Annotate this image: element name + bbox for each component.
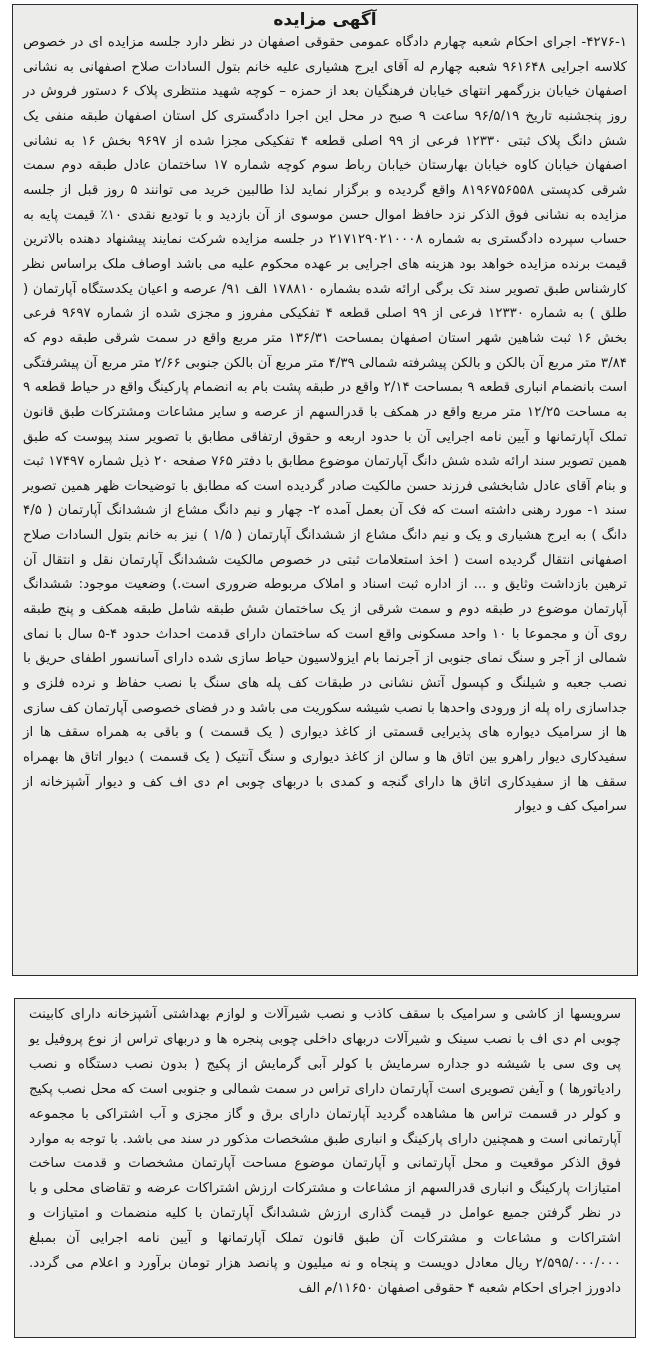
- newspaper-clipping-main: [12, 4, 638, 976]
- newspaper-clipping-continuation: [14, 998, 636, 1338]
- notice-body-part-2: سرویسها از کاشی و سرامیک با سقف کاذب و نصب شیرآلات و لوازم بهداشتی آشپزخانه دارای کابینت چوبی ام دی اف با نصب سینک و شیرآلات دربهای داخلی چوبی پنجره ها و دربهای تراس از نوع پروفیل یو پی وی سی با شیشه دو جداره سرمایش با کولر آبی گرمایش از پکیج ( بدون نصب دستگاه و نصب رادیاتورها ) و آیفن تصویری است آپارتمان دارای تراس در سمت شمالی و جنوبی است که محل نصب پکیج و کولر در قسمت تراس ها مشاهده گردید آپارتمان دارای برق و گاز مجزی و آب اشتراکی با مجموعه آپارتمانی است و همچنین دارای پارکینگ و انباری طبق مشخصات مذکور در سند می باشد. با توجه به موارد فوق الذکر موقعیت و محل آپارتمانی و آپارتمان موضوع مساحت آپارتمان مشخصات و قدمت ساخت امتیازات پارکینگ و انباری قدرالسهم از مشاعات و مشترکات ارزش اشتراکات عرضه و تقاضای محلی و با در نظر گرفتن جمیع عوامل در قیمت گذاری ارزش ششدانگ آپارتمان با کلیه منضمات و امتیازات و اشتراکات و مشاعات و مشترکات آن طبق قانون تملک آپارتمانها و آیین نامه اجرایی آن بمبلغ ۲/۵۹۵/۰۰۰/۰۰۰ ریال معادل دویست و پنجاه و نه میلیون و پانصد هزار تومان برآورد و اعلام می گردد. دادورز اجرای احکام شعبه ۴ حقوقی اصفهان ۱۱۶۵۰/م الف: [29, 1007, 621, 1296]
- notice-title: آگهی مزایده: [273, 10, 377, 30]
- notice-body-part-1: ۴۲۷۶-۱- اجرای احکام شعبه چهارم دادگاه عمومی حقوقی اصفهان در نظر دارد جلسه مزایده ای در خصوص کلاسه اجرایی ۹۶۱۶۴۸ شعبه چهارم له آقای ایرج هشیاری علیه خانم بتول السادات صلاح اصفهانی به نشانی اصفهان خیابان بزرگمهر انتهای خیابان فرهنگیان بعد از حمزه – کوچه شهید منتظری پلاک ۶ دستور فروش در روز پنجشنبه تاریخ ۹۶/۵/۱۹ ساعت ۹ صبح در محل این اجرا دادگستری کل استان اصفهان طبقه منفی یک شش دانگ پلاک ثبتی ۱۲۳۳۰ فرعی از ۹۹ اصلی قطعه ۴ تفکیکی مجزا شده از ۹۶۹۷ بخش ۱۶ به نشانی اصفهان خیابان کاوه خیابان بهارستان خیابان رباط سوم کوچه شماره ۱۷ ساختمان عادل طبقه دوم سمت شرقی کدپستی ۸۱۹۶۷۵۶۵۵۸ واقع گردیده و برگزار نماید لذا طالبین خرید می توانند ۵ روز قبل از جلسه مزایده به نشانی فوق الذکر نزد حافظ اموال حسن موسوی از آن بازدید و با تودیع نقدی ۱۰٪ قیمت پایه به حساب سپرده دادگستری به شماره ۲۱۷۱۲۹۰۲۱۰۰۰۸ در جلسه مزایده شرکت نمایند پیشنهاد دهنده بالاترین قیمت برنده مزایده خواهد بود هزینه های اجرایی بر عهده محکوم علیه می باشد اوصاف ملک براساس نظر کارشناس طبق تصویر سند تک برگی ارائه شده بشماره ۱۷۸۸۱۰ الف ۹۱/ عرصه و اعیان یکدستگاه آپارتمان ( طلق ) به شماره ۱۲۳۳۰ فرعی از ۹۹ اصلی قطعه ۴ تفکیکی مفروز و مجزی شده از شماره ۹۶۹۷ فرعی بخش ۱۶ ثبت شاهین شهر استان اصفهان بمساحت ۱۳۶/۳۱ متر مربع واقع در سمت شرقی طبقه دوم که ۳/۸۴ متر مربع آن بالکن و بالکن پیشرفته شمالی ۴/۳۹ متر مربع آن بالکن جنوبی ۲/۶۶ متر مربع آن پیشرفتگی است بانضمام انباری قطعه ۹ بمساحت ۲/۱۴ واقع در طبقه پشت بام به انضمام پارکینگ واقع در حیاط قطعه ۹ به مساحت ۱۲/۲۵ متر مربع واقع در همکف با قدرالسهم از عرصه و سایر مشاعات ومشترکات طبق قانون تملک آپارتمانها و آیین نامه اجرایی آن با حدود اربعه و حقوق ارتفاقی مطابق با تصویر سند پیوست که طبق همین تصویر سند ارائه شده شش دانگ آپارتمان موضوع مطابق با دفتر ۷۶۵ صفحه ۲۰ ذیل شماره ۱۷۴۹۷ ثبت و بنام آقای عادل شابخشی فرزند حسن مالکیت صادر گردیده است که مطابق با توضیحات ظهر همین تصویر سند ۱- مورد رهنی داشته است که فک آن بعمل آمده ۲- چهار و نیم دانگ مشاع از ششدانگ آپارتمان ( ۴/۵ دانگ ) به ایرج هشیاری و یک و نیم دانگ مشاع از ششدانگ آپارتمان ( ۱/۵ ) نیز به خانم بتول السادات صلاح اصفهانی انتقال گردیده است ( اخذ استعلامات ثبتی در خصوص مالکیت ششدانگ آپارتمان نقل و انتقال آن ترهین بازداشت وثایق و ... از اداره ثبت اسناد و املاک مربوطه ضروری است.) وضعیت موجود: ششدانگ آپارتمان موضوع در طبقه دوم و سمت شرقی از یک ساختمان شش طبقه شامل طبقه همکف و پنج طبقه روی آن و مجموعا با ۱۰ واحد مسکونی واقع است که ساختمان دارای قدمت احداث حدود ۴-۵ سال با نمای شمالی از آجر و سنگ نمای جنوبی از آجرنما بام ایزولاسیون حیاط سازی شده دارای آسانسور اطفای حریق با نصب جعبه و شیلنگ و کپسول آتش نشانی در طبقات کف پله های سنگ با نصب حفاظ و نرده فلزی و جداسازی راه پله از ورودی واحدها با نصب شیشه سکوریت می باشد و در فضای خصوصی آپارتمان کف سازی ها از سرامیک دیواره های پذیرایی قسمتی از کاغذ دیواری ( یک قسمت ) و باقی به همراه سقف ها از سفیدکاری دیوار راهرو بین اتاق ها و سالن از کاغذ دیواری و سنگ آنتیک ( یک قسمت ) دیوار اتاق ها بهمراه سقف ها از سفیدکاری اتاق ها دارای گنجه و کمدی با دربهای چوبی ام دی اف کف و دیوار آشپزخانه از سرامیک کف و دیوار: [23, 35, 628, 815]
